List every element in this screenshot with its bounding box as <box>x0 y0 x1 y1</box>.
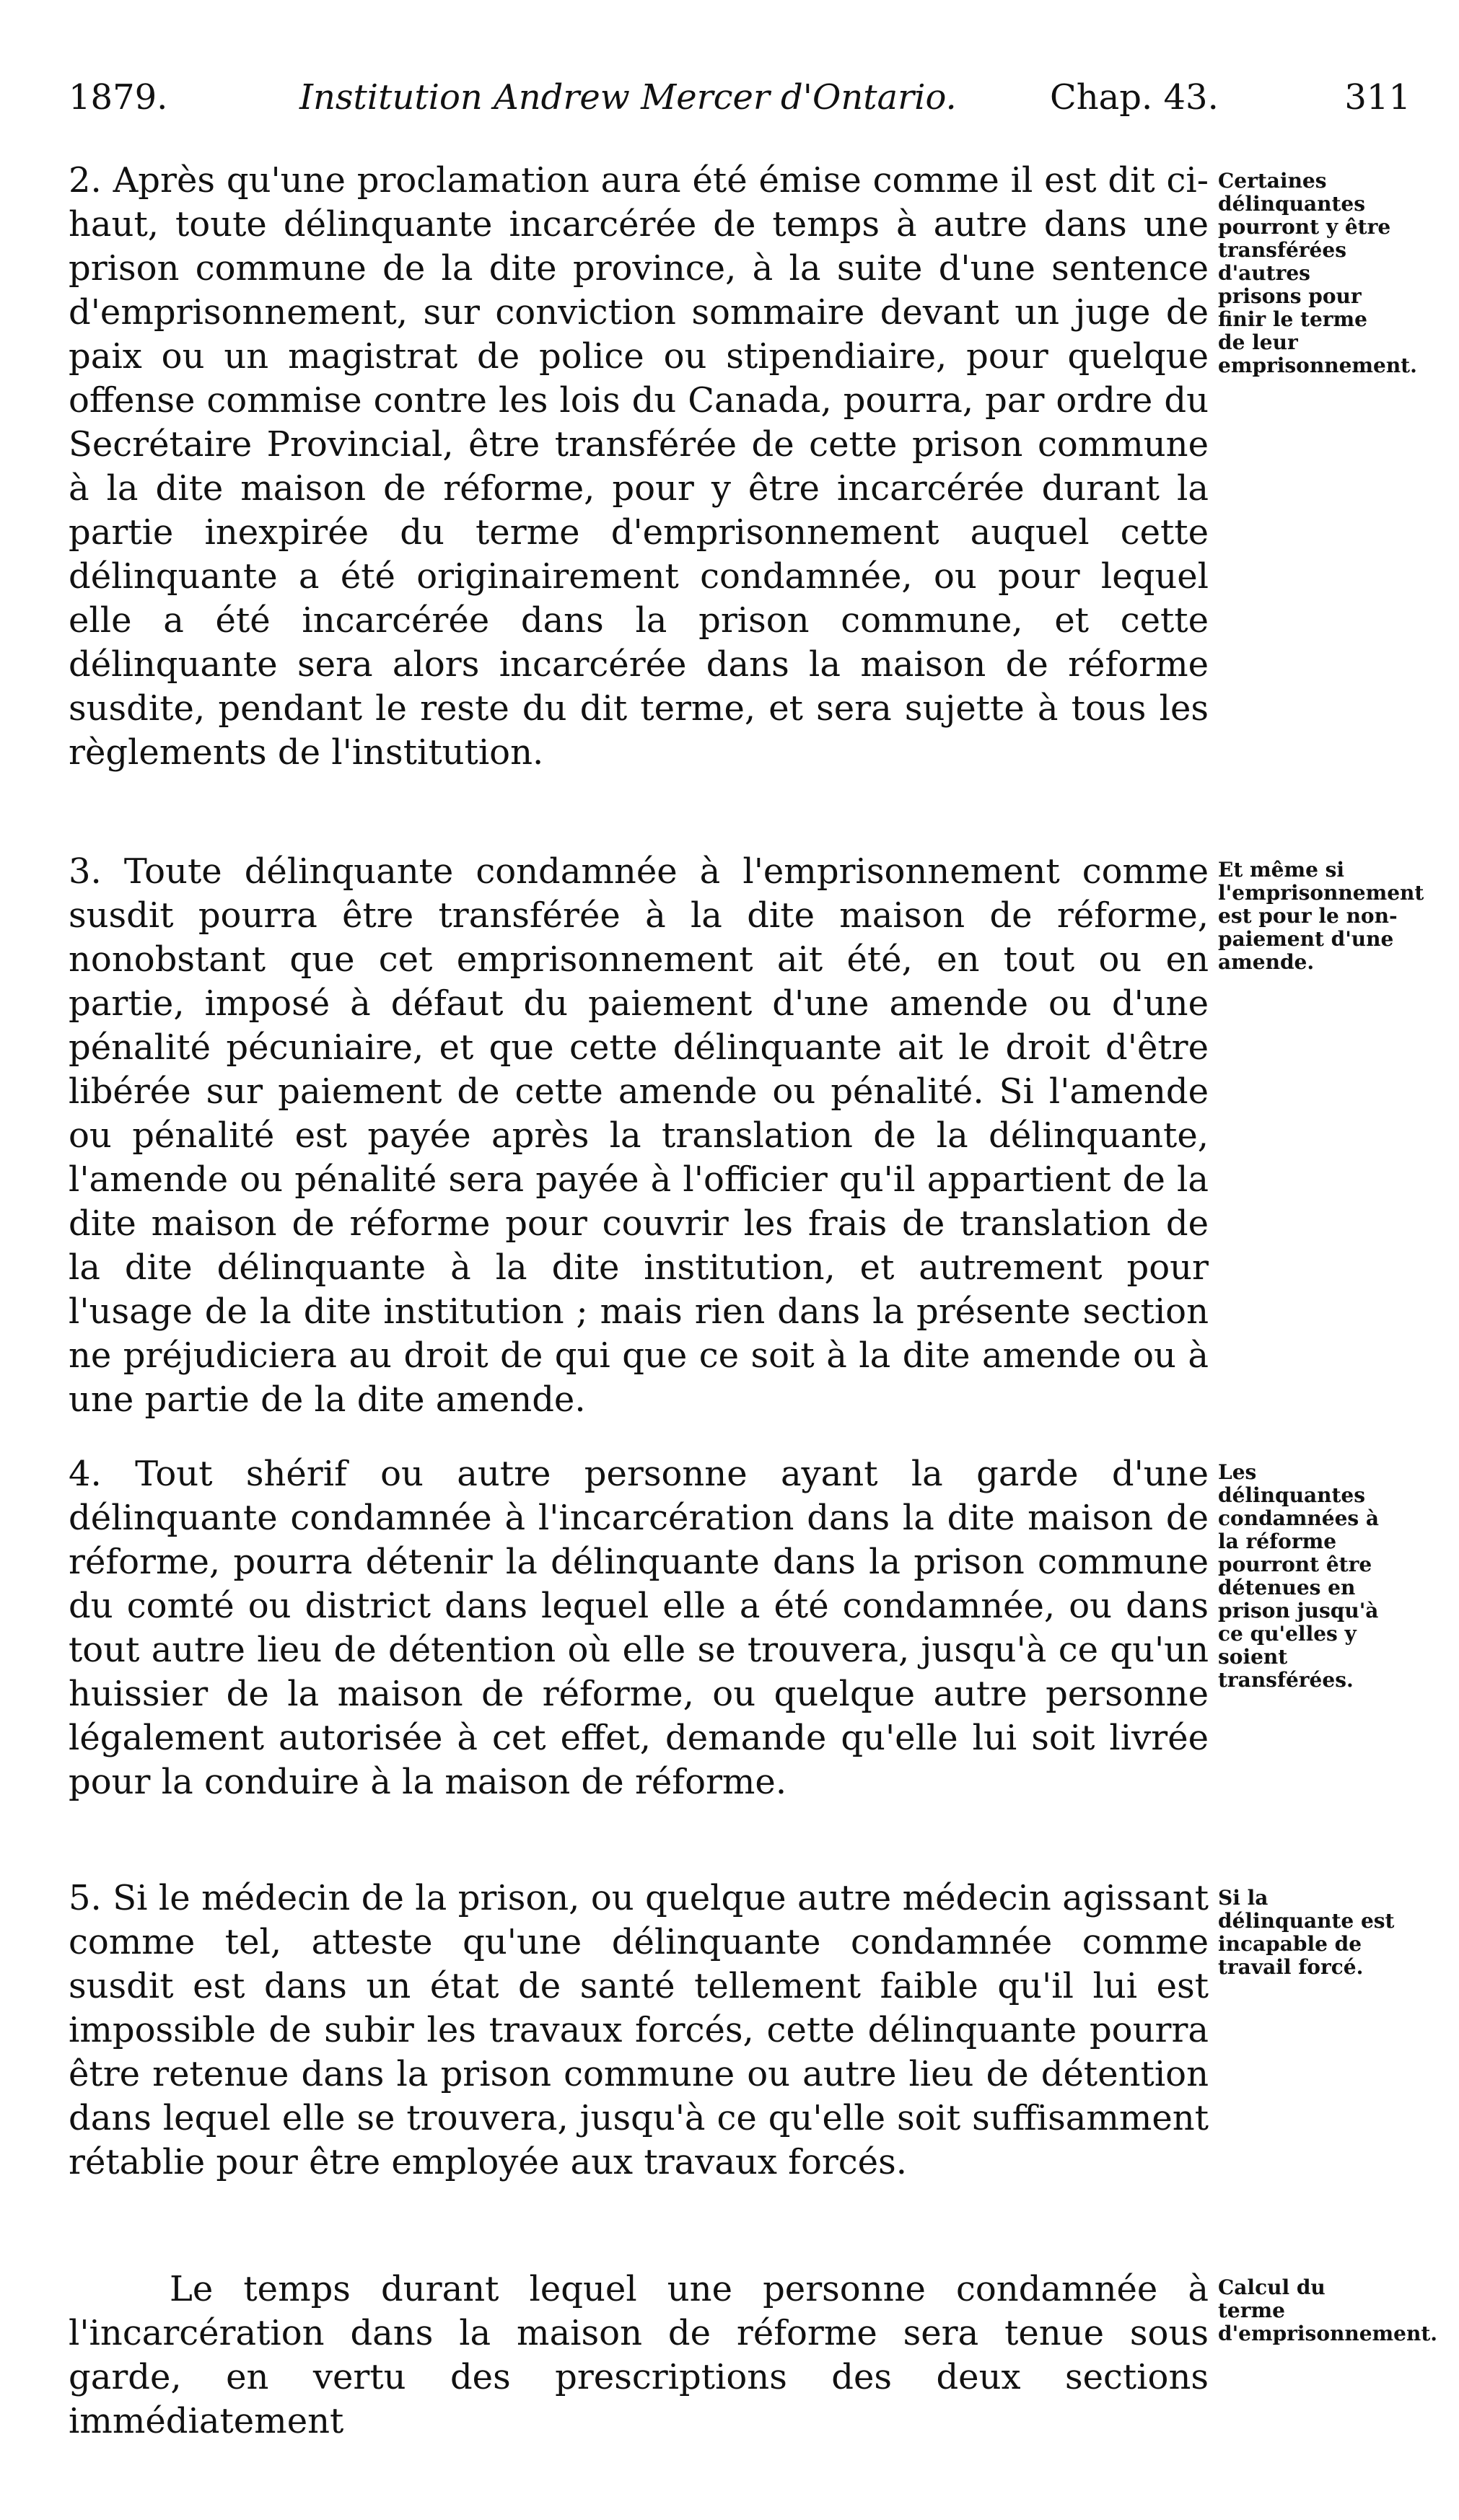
section-5 <box>69 1876 1209 2185</box>
section-final-paragraph <box>69 2267 1209 2444</box>
margin-note-final-paragraph: Calcul du terme d'emprisonnement. <box>1218 2275 1438 2345</box>
section-5-text: 5. Si le médecin de la prison, ou quelque autre médecin agissant comme tel, atteste qu'une délinquante condamnée comme susdit est dans un état de santé tellement faible qu'il lui est impossible de subir les travaux forcés, cette délinquante pourra être retenue dans la prison commune ou autre lieu de détention dans lequel elle se trouvera, jusqu'à ce qu'elle soit suffisamment rétablie pour être employée aux travaux forcés. <box>69 1878 1209 2182</box>
section-2 <box>69 159 1209 775</box>
section-4 <box>69 1452 1209 1804</box>
running-header <box>69 72 1411 123</box>
page-number: 311 <box>1344 77 1411 118</box>
final-paragraph-text: Le temps durant lequel une personne condamnée à l'incarcération dans la maison de réforme sera tenue sous garde, en vertu des prescriptions des deux sections immédiatement <box>69 2269 1209 2441</box>
section-2-text: 2. Après qu'une proclamation aura été émise comme il est dit ci-haut, toute délinquante incarcérée de temps à autre dans une prison commune de la dite province, à la suite d'une sentence d'emprisonnement, sur conviction sommaire devant un juge de paix ou un magistrat de police ou stipendiaire, pour quelque offense commise contre les lois du Canada, pourra, par ordre du Secrétaire Provincial, être transférée de cette prison commune à la dite maison de réforme, pour y être incarcérée durant la partie inexpirée du terme d'emprisonnement auquel cette délinquante a été originairement condamnée, ou pour lequel elle a été incarcérée dans la prison commune, et cette délinquante sera alors incarcérée dans la maison de réforme susdite, pendant le reste du dit terme, et sera sujette à tous les règlements de l'institution. <box>69 160 1209 773</box>
margin-note-section-3: Et même si l'emprisonnement est pour le non-paiement d'une amende. <box>1218 858 1424 974</box>
margin-note-section-4: Les délinquantes condamnées à la réforme pourront être détenues en prison jusqu'à ce qu'elles y soient transférées. <box>1218 1460 1380 1692</box>
header-title: Institution Andrew Mercer d'Ontario. <box>299 77 957 118</box>
section-4-text: 4. Tout shérif ou autre personne ayant la garde d'une délinquante condamnée à l'incarcération dans la dite maison de réforme, pourra détenir la délinquante dans la prison commune du comté ou district dans lequel elle a été condamnée, ou dans tout autre lieu de détention où elle se trouvera, jusqu'à ce qu'un huissier de la maison de réforme, ou quelque autre personne légalement autorisée à cet effet, demande qu'elle lui soit livrée pour la conduire à la maison de réforme. <box>69 1454 1209 1802</box>
section-3 <box>69 850 1209 1422</box>
section-3-text: 3. Toute délinquante condamnée à l'emprisonnement comme susdit pourra être transférée à la dite maison de réforme, nonobstant que cet emprisonnement ait été, en tout ou en partie, imposé à défaut du paiement d'une amende ou d'une pénalité pécuniaire, et que cette délinquante ait le droit d'être libérée sur paiement de cette amende ou pénalité. Si l'amende ou pénalité est payée après la translation de la délinquante, l'amende ou pénalité sera payée à l'officier qu'il appartient de la dite maison de réforme pour couvrir les frais de translation de la dite délinquante à la dite institution, et autrement pour l'usage de la dite institution ; mais rien dans la présente section ne préjudiciera au droit de qui que ce soit à la dite amende ou à une partie de la dite amende. <box>69 851 1209 1420</box>
margin-note-section-2: Certaines délinquantes pourront y être transférées d'autres prisons pour finir le terme de leur emprisonnement. <box>1218 169 1417 377</box>
header-chapter: Chap. 43. <box>1050 77 1219 118</box>
margin-note-section-5: Si la délinquante est incapable de travail forcé. <box>1218 1886 1395 1979</box>
header-year: 1879. <box>69 77 168 118</box>
